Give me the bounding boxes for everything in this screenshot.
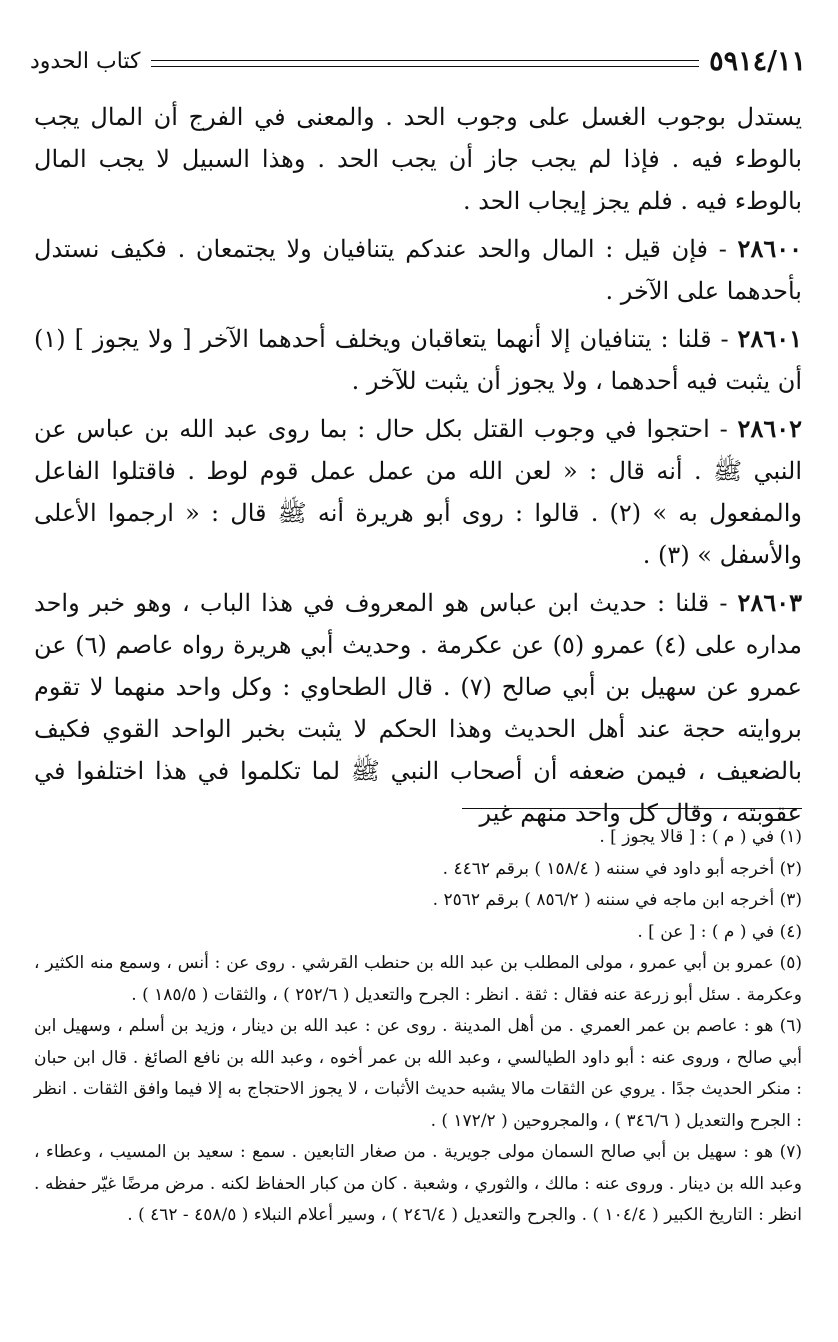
paragraph [34,228,802,312]
paragraph-text: - فإن قيل : المال والحد عندكم يتنافيان ولا يجتمعان . فكيف نستدل بأحدهما على الآخر . [34,235,802,305]
paragraph [34,318,802,402]
footnote: (٥) عمرو بن أبي عمرو ، مولى المطلب بن عبد الله بن حنطب القرشي . روى عن : أنس ، وسمع منه الكثير ، وعكرمة . سئل أبو زرعة عنه فقال : ثقة . انظر : الجرح والتعديل ( ٢٥٢/٦ ) ، والثقات ( ١٨٥/٥ ) . [34,953,802,1005]
paragraph-text: - قلنا : حديث ابن عباس هو المعروف في هذا الباب ، وهو خبر واحد مداره على (٤) عمرو (٥) عن عكرمة . وحديث أبي هريرة رواه عاصم (٦) عن عمرو عن سهيل بن أبي صالح (٧) . قال الطحاوي : وكل واحد منهما لا تقوم بروايته حجة عند أهل الحديث وهذا الحكم لا يثبت بخبر الواحد القوي فكيف بالضعيف ، فيمن ضعفه أن أصحاب النبي ﷺ لما تكلموا في هذا اختلفوا في عقوبته ، وقال كل واحد منهم غير [34,589,802,827]
paragraph-number: ٢٨٦٠١ [737,324,802,353]
footnote-separator [462,808,802,809]
footnote: (٧) هو : سهيل بن أبي صالح السمان مولى جويرية . من صغار التابعين . سمع : سعيد بن المسيب ، وعطاء ، وعبد الله بن دينار . وروى عنه : مالك ، والثوري ، وشعبة . كان من كبار الحفاظ لكنه . مرض مرضًا غيّر حفظه . انظر : التاريخ الكبير ( ١٠٤/٤ ) . والجرح والتعديل ( ٢٤٦/٤ ) ، وسير أعلام النبلاء ( ٤٥٨/٥ - ٤٦٢ ) . [34,1142,802,1225]
paragraph-number: ٢٨٦٠٠ [737,234,802,263]
footnote: (٣) أخرجه ابن ماجه في سننه ( ٨٥٦/٢ ) برقم ٢٥٦٢ . [432,890,802,910]
footnote: (١) في ( م ) : [ قالا يجوز ] . [599,827,802,847]
paragraph [34,408,802,576]
book-title: كتاب الحدود [30,48,141,74]
footnote: (٤) في ( م ) : [ عن ] . [637,921,802,942]
paragraph: يستدل بوجوب الغسل على وجوب الحد . والمعنى في الفرج أن المال يجب بالوطء فيه . فإذا لم يجب جاز أن يجب الحد . وهذا السبيل لا يجب المال بالوطء فيه . فلم يجز إيجاب الحد . [34,103,802,215]
page-number: ٥٩١٤/١١ [709,45,806,77]
paragraph [34,582,802,834]
paragraph-number: ٢٨٦٠٢ [737,414,802,443]
header-rule [151,60,700,67]
footnote: (٢) أخرجه أبو داود في سننه ( ١٥٨/٤ ) برقم ٤٤٦٢ . [442,858,802,879]
paragraph-text: - احتجوا في وجوب القتل بكل حال : بما روى عبد الله بن عباس عن النبي ﷺ . أنه قال : « لعن الله من عمل عمل قوم لوط . فاقتلوا الفاعل والمفعول به » (٢) . قالوا : روى أبو هريرة أنه ﷺ قال : « ارجموا الأعلى والأسفل » (٣) . [34,415,802,569]
paragraph-number: ٢٨٦٠٣ [737,588,802,617]
footnotes [34,822,802,1232]
paragraph-text: - قلنا : يتنافيان إلا أنهما يتعاقبان ويخلف أحدهما الآخر [ ولا يجوز ] (١) أن يثبت فيه أحدهما ، ولا يجوز أن يثبت للآخر . [34,325,802,395]
main-text [34,96,802,840]
footnote: (٦) هو : عاصم بن عمر العمري . من أهل المدينة . روى عن : عبد الله بن دينار ، وزيد بن أسلم ، وسهيل ابن أبي صالح ، وروى عنه : أبو داود الطيالسي ، وعبد الله بن عمر أخوه ، وعبد الله بن نافع الصائغ . قال ابن حبان : منكر الحديث جدًا . يروي عن الثقات مالا يشبه حديث الأثبات ، لا يجوز الاحتجاج به إلا فيما وافق الثقات . انظر : الجرح والتعديل ( ٣٤٦/٦ ) ، والمجروحين ( ١٧٢/٢ ) . [34,1016,802,1131]
running-header [30,44,806,78]
